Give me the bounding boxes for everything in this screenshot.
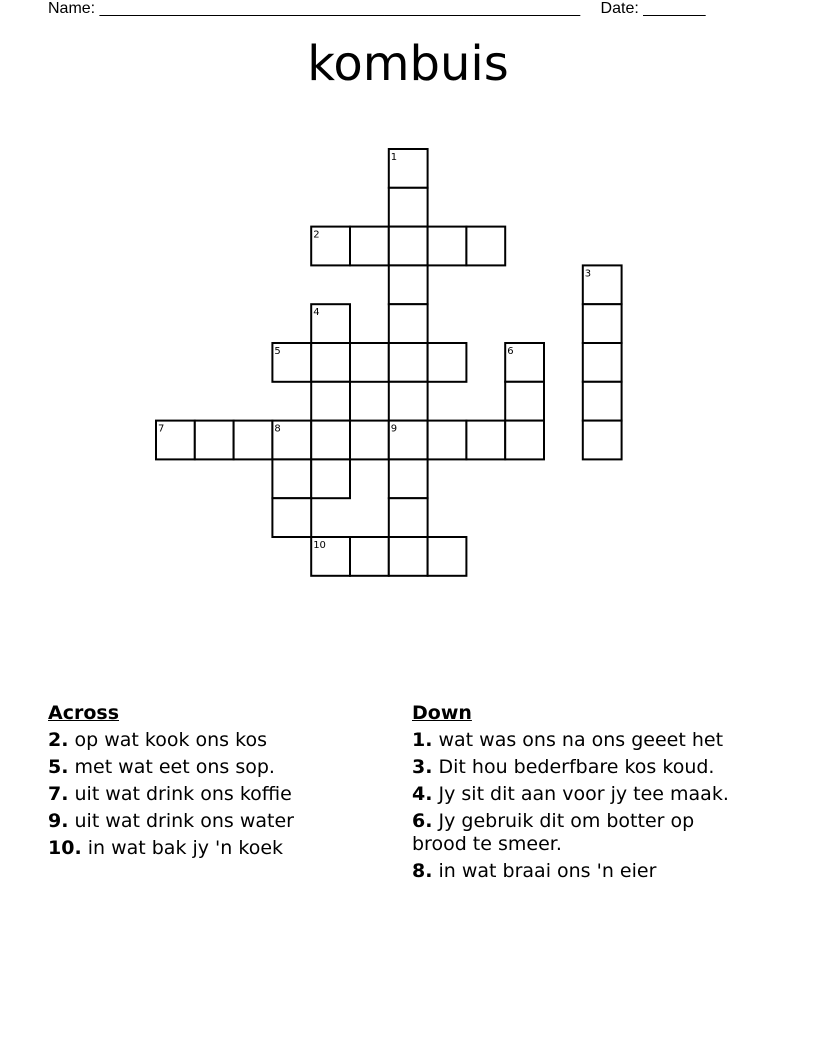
clue-text: op wat kook ons kos: [74, 729, 267, 751]
clue-number: 6.: [412, 810, 433, 832]
clue-number: 2.: [48, 729, 69, 751]
grid-cell[interactable]: [311, 343, 350, 382]
clue-text: in wat braai ons 'n eier: [438, 860, 657, 882]
grid-cell[interactable]: [428, 343, 467, 382]
clue-text: Dit hou bederfbare kos koud.: [438, 756, 715, 778]
grid-cell[interactable]: [583, 304, 622, 343]
puzzle-title: kombuis: [307, 36, 509, 92]
grid-cell[interactable]: [350, 343, 389, 382]
name-line: ______________________________________________________: [99, 0, 581, 17]
grid-cell[interactable]: [583, 343, 622, 382]
clue-across-2: [48, 729, 378, 752]
grid-cell[interactable]: [311, 421, 350, 460]
clue-number: 9.: [48, 810, 69, 832]
grid-cell[interactable]: [350, 227, 389, 266]
grid-cell[interactable]: [195, 421, 234, 460]
grid-cell[interactable]: [234, 421, 273, 460]
down-clues: [412, 702, 752, 887]
clue-number: 1.: [412, 729, 433, 751]
clue-text: Jy sit dit aan voor jy tee maak.: [438, 783, 729, 805]
grid-cell[interactable]: [428, 421, 467, 460]
clue-down-4: [412, 783, 752, 806]
clue-text: in wat bak jy 'n koek: [87, 837, 284, 859]
grid-cell[interactable]: [389, 227, 428, 266]
cell-number: 10: [313, 540, 326, 551]
cell-number: 4: [313, 307, 320, 319]
cell-number: 8: [274, 423, 281, 435]
clue-number: 7.: [48, 783, 69, 805]
grid-cell[interactable]: [389, 343, 428, 382]
date-label: Date:: [600, 0, 639, 17]
grid-cell[interactable]: [428, 227, 467, 266]
grid-cell[interactable]: [428, 537, 467, 576]
down-heading: Down: [412, 702, 472, 724]
clue-down-8: [412, 860, 752, 883]
grid-cell[interactable]: [350, 421, 389, 460]
clue-number: 8.: [412, 860, 433, 882]
clue-across-5: [48, 756, 378, 779]
grid-cell[interactable]: [272, 498, 311, 537]
clue-text: met wat eet ons sop.: [74, 756, 275, 778]
date-line: _______: [643, 0, 706, 17]
cell-number: 1: [390, 152, 398, 163]
clue-across-7: [48, 783, 378, 806]
clue-number: 4.: [412, 783, 433, 805]
grid-cell[interactable]: [505, 382, 544, 421]
grid-cell[interactable]: [389, 537, 428, 576]
grid-cell[interactable]: [389, 265, 428, 304]
grid-cell[interactable]: [311, 459, 350, 498]
name-label: Name:: [48, 0, 96, 17]
clue-text: wat was ons na ons geeet het: [438, 729, 724, 751]
grid-cell[interactable]: [389, 188, 428, 227]
cell-number: 2: [313, 229, 320, 241]
grid-cell[interactable]: [466, 227, 505, 266]
across-heading: Across: [48, 702, 120, 724]
grid-cell[interactable]: [389, 304, 428, 343]
grid-cell[interactable]: [505, 421, 544, 460]
across-clues: [48, 702, 378, 864]
grid-cell[interactable]: [583, 382, 622, 421]
cell-number: 5: [274, 346, 281, 357]
clue-text: Jy gebruik dit om botter op brood te smeer.: [412, 810, 695, 855]
grid-cell[interactable]: [311, 382, 350, 421]
cell-number: 9: [390, 423, 398, 435]
clue-number: 5.: [48, 756, 69, 778]
grid-cell[interactable]: [466, 421, 505, 460]
grid-cell[interactable]: [389, 459, 428, 498]
grid-cell[interactable]: [389, 498, 428, 537]
grid-cell[interactable]: [350, 537, 389, 576]
grid-cell[interactable]: [389, 382, 428, 421]
clue-across-10: [48, 837, 378, 860]
cell-number: 6: [507, 346, 514, 357]
cell-number: 7: [158, 423, 165, 435]
clue-number: 3.: [412, 756, 433, 778]
grid-cell[interactable]: [583, 421, 622, 460]
clue-down-3: [412, 756, 752, 779]
grid-cell[interactable]: [272, 459, 311, 498]
clue-down-1: [412, 729, 752, 752]
clue-across-9: [48, 810, 378, 833]
cell-number: 3: [584, 268, 592, 280]
clue-text: uit wat drink ons koffie: [74, 783, 292, 805]
clue-text: uit wat drink ons water: [74, 810, 294, 832]
clue-number: 10.: [48, 837, 82, 859]
clue-down-6: [412, 810, 752, 856]
